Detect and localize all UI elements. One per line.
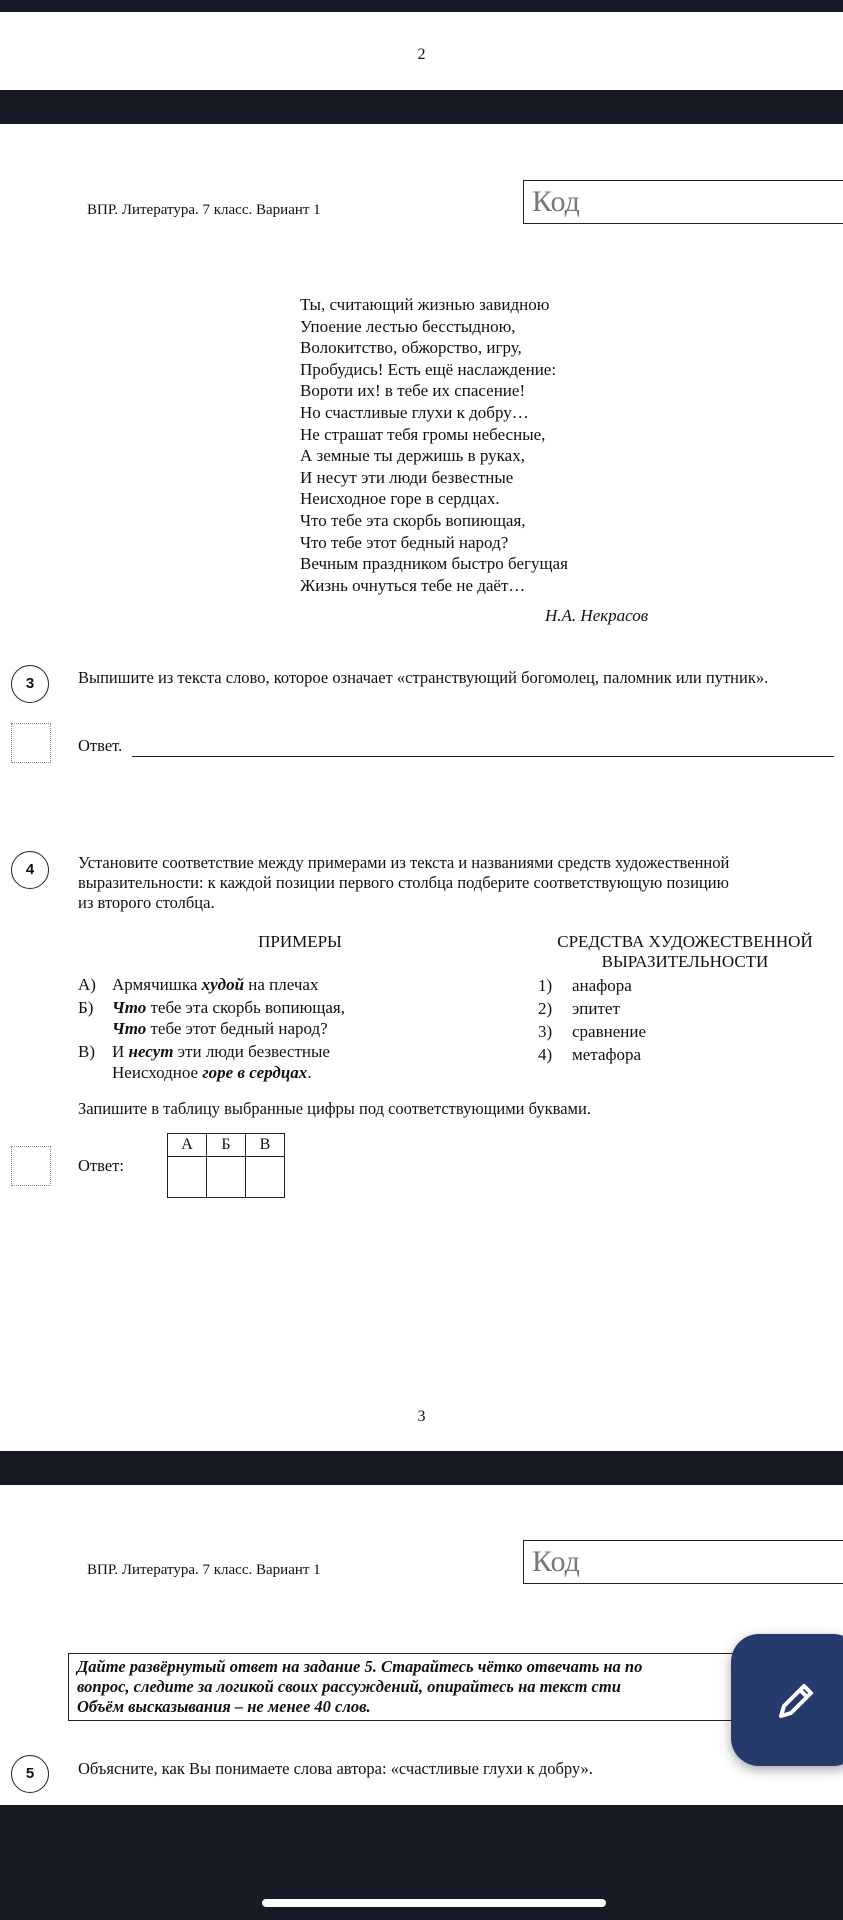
pencil-icon — [771, 1676, 821, 1726]
top-status-strip — [0, 0, 843, 12]
question-4-line: из второго столбца. — [78, 893, 215, 912]
example-text: на плечах — [244, 975, 319, 994]
question-number-3: 3 — [11, 665, 49, 703]
answer-table-header: В — [246, 1134, 285, 1157]
example-text: эти люди безвестные — [173, 1042, 330, 1061]
poem-line: Что тебе эта скорбь вопиющая, — [300, 510, 526, 530]
edit-button[interactable] — [731, 1634, 843, 1766]
examples-header: ПРИМЕРЫ — [258, 932, 342, 951]
poem-line: Вечным праздником быстро бегущая — [300, 554, 568, 574]
page-separator — [0, 1451, 843, 1485]
score-box-3[interactable] — [11, 723, 51, 763]
instruction-box — [68, 1653, 843, 1721]
example-text: тебе эта скорбь вопиющая, — [146, 998, 345, 1017]
answer-cell-a[interactable] — [168, 1157, 207, 1198]
question-4-line: Установите соответствие между примерами из текста и названиями средств художественной — [78, 853, 730, 872]
poem-line: Волокитство, обжорство, игру, — [300, 338, 522, 358]
poem — [300, 294, 568, 596]
page-number: 3 — [417, 1408, 426, 1425]
example-v — [78, 1041, 330, 1083]
example-b — [78, 997, 345, 1039]
poem-line: Не страшат тебя громы небесные, — [300, 424, 546, 444]
example-a — [78, 974, 318, 995]
poem-line: Неисходное горе в сердцах. — [300, 489, 500, 509]
instruction-line: вопрос, следите за логикой своих рассуждений, опирайтесь на текст сти — [77, 1677, 621, 1696]
home-indicator[interactable] — [262, 1899, 606, 1907]
answer-label-3: Ответ. — [78, 736, 123, 755]
answer-table-header: А — [168, 1134, 207, 1157]
example-emphasis: Что — [112, 998, 147, 1017]
answer-table-header: Б — [207, 1134, 246, 1157]
means-header-line: ВЫРАЗИТЕЛЬНОСТИ — [601, 952, 769, 971]
page-separator — [0, 90, 843, 124]
poem-line: Но счастливые глухи к добру… — [300, 402, 529, 422]
answer-line-3[interactable] — [132, 756, 834, 757]
example-text: Неисходное — [112, 1063, 203, 1082]
question-4-text — [78, 853, 840, 913]
means-list — [538, 974, 646, 1066]
page-header: ВПР. Литература. 7 класс. Вариант 1 — [87, 1562, 321, 1578]
instruction-line: Дайте развёрнутый ответ на задание 5. Старайтесь чётко отвечать на по — [77, 1657, 643, 1676]
example-emphasis: несут — [128, 1042, 174, 1061]
question-number-5: 5 — [11, 1755, 49, 1793]
instruction-line: Объём высказывания – не менее 40 слов. — [77, 1697, 371, 1716]
means-header — [535, 932, 835, 972]
means-item: 2) эпитет — [538, 999, 620, 1018]
example-letter: Б) — [78, 998, 94, 1017]
poem-line: Ты, считающий жизнью завидною — [300, 295, 550, 314]
means-header-line: СРЕДСТВА ХУДОЖЕСТВЕННОЙ — [557, 932, 813, 951]
answer-table — [167, 1133, 285, 1198]
example-text: . — [307, 1063, 312, 1082]
answer-cell-v[interactable] — [246, 1157, 285, 1198]
poem-author: Н.А. Некрасов — [545, 606, 649, 625]
example-emphasis: горе в сердцах — [202, 1063, 308, 1082]
poem-line: Что тебе этот бедный народ? — [300, 532, 509, 552]
poem-line: Упоение лестью бесстыдною, — [300, 316, 516, 336]
means-item: 3) сравнение — [538, 1022, 647, 1041]
kod-box: Код — [523, 1540, 843, 1584]
page-header: ВПР. Литература. 7 класс. Вариант 1 — [87, 202, 321, 218]
page-number: 2 — [417, 46, 426, 63]
poem-line: И несут эти люди безвестные — [300, 467, 514, 487]
question-4-line: выразительности: к каждой позиции первого столбца подберите соответствующую позицию — [78, 873, 729, 892]
poem-line: Вороти их! в тебе их спасение! — [300, 381, 526, 401]
poem-line: Пробудись! Есть ещё наслаждение: — [300, 359, 557, 379]
example-emphasis: худой — [201, 975, 245, 994]
score-box-4[interactable] — [11, 1146, 51, 1186]
means-item: 4) метафора — [538, 1045, 642, 1064]
poem-line: Жизнь очнуться тебе не даёт… — [300, 575, 526, 595]
question-5-text: Объясните, как Вы понимаете слова автора: «счастливые глухи к добру». — [78, 1759, 593, 1778]
example-text: тебе этот бедный народ? — [146, 1019, 328, 1038]
example-text: Армячишка — [112, 975, 202, 994]
example-text: И — [112, 1042, 129, 1061]
question-number-4: 4 — [11, 851, 49, 889]
poem-line: А земные ты держишь в руках, — [300, 446, 525, 466]
example-letter: В) — [78, 1042, 95, 1061]
table-instruction: Запишите в таблицу выбранные цифры под соответствующими буквами. — [78, 1099, 591, 1118]
means-item: 1) анафора — [538, 976, 632, 995]
example-letter: А) — [78, 975, 96, 994]
answer-label-4: Ответ: — [78, 1156, 124, 1175]
example-emphasis: Что — [112, 1019, 147, 1038]
kod-box: Код — [523, 180, 843, 224]
question-3-text: Выпишите из текста слово, которое означает «странствующий богомолец, паломник или путник». — [78, 668, 769, 687]
answer-cell-b[interactable] — [207, 1157, 246, 1198]
